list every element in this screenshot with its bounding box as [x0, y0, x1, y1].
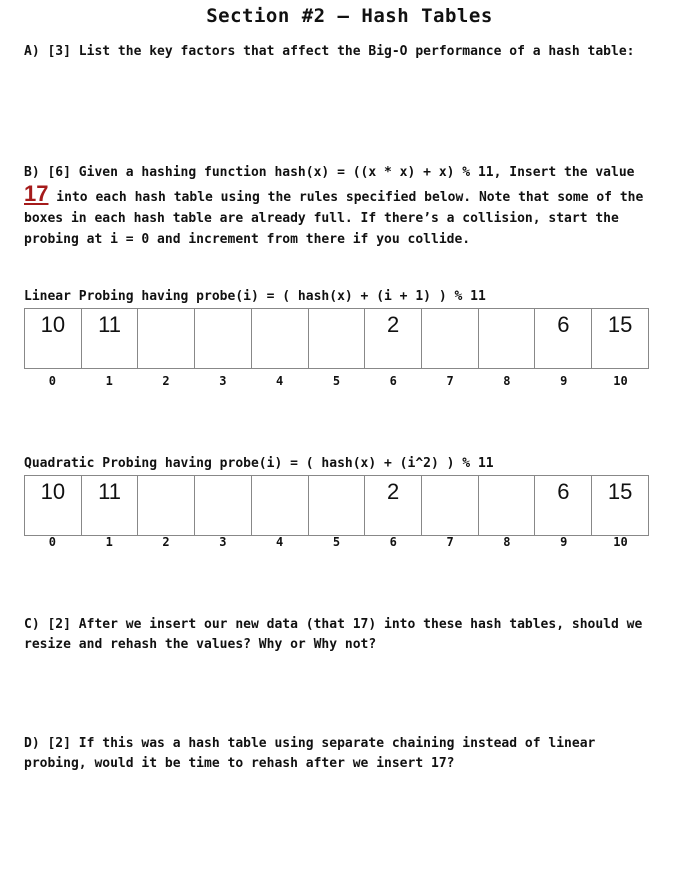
- quadratic-index: 5: [332, 535, 341, 549]
- question-b-suffix: into each hash table using the rules specified below. Note that some of the boxes in each hash table are already full. If there’s a collision, start the probing at i = 0 and increment from there if you collide.: [24, 190, 644, 247]
- linear-cell-7[interactable]: [422, 309, 479, 369]
- linear-index: 5: [332, 374, 341, 388]
- linear-cell-2[interactable]: [138, 309, 195, 369]
- linear-index-row: [24, 374, 649, 388]
- question-c: C) [2] After we insert our new data (that 17) into these hash tables, should we resize and rehash the values? Why or Why not?: [24, 617, 643, 652]
- quadratic-probing-label: Quadratic Probing having probe(i) = ( hash(x) + (i^2) ) % 11: [24, 456, 494, 471]
- linear-index: 1: [105, 374, 113, 388]
- question-b-prefix: B) [6] Given a hashing function hash(x) = ((x * x) + x) % 11, Insert the value: [24, 165, 635, 180]
- quadratic-cell-9[interactable]: 6: [535, 476, 592, 536]
- linear-index: 4: [276, 374, 284, 388]
- quadratic-index: 7: [446, 535, 454, 549]
- quadratic-index: 0: [48, 535, 57, 549]
- linear-cell-1[interactable]: 11: [81, 309, 138, 369]
- linear-cell-6[interactable]: 2: [365, 309, 422, 369]
- quadratic-cell-10[interactable]: 15: [592, 476, 649, 536]
- quadratic-index: 3: [219, 535, 227, 549]
- linear-cell-10[interactable]: 15: [592, 309, 649, 369]
- quadratic-cell-0[interactable]: 10: [25, 476, 82, 536]
- linear-cell-0[interactable]: 10: [25, 309, 82, 369]
- page-title: Section #2 – Hash Tables: [206, 5, 493, 27]
- linear-index: 7: [446, 374, 454, 388]
- quadratic-cell-6[interactable]: 2: [365, 476, 422, 536]
- quadratic-cell-5[interactable]: [308, 476, 365, 536]
- quadratic-index: 9: [560, 535, 568, 549]
- linear-cell-4[interactable]: [251, 309, 308, 369]
- quadratic-index: 8: [503, 535, 511, 549]
- insert-value: 17: [24, 181, 49, 206]
- quadratic-index: 10: [613, 535, 628, 549]
- linear-index: 0: [48, 374, 57, 388]
- linear-index: 6: [389, 374, 397, 388]
- linear-index: 3: [219, 374, 227, 388]
- linear-cell-8[interactable]: [478, 309, 535, 369]
- linear-index: 8: [503, 374, 511, 388]
- quadratic-index: 6: [389, 535, 397, 549]
- linear-hash-table: [24, 308, 649, 369]
- linear-index: 2: [162, 374, 170, 388]
- quadratic-cell-1[interactable]: 11: [81, 476, 138, 536]
- question-d: D) [2] If this was a hash table using separate chaining instead of linear probing, would it be time to rehash after we insert 17?: [24, 736, 596, 771]
- question-b: [24, 162, 664, 250]
- quadratic-index-row: [24, 535, 649, 549]
- quadratic-index: 1: [105, 535, 113, 549]
- linear-cell-5[interactable]: [308, 309, 365, 369]
- linear-cell-9[interactable]: 6: [535, 309, 592, 369]
- linear-probing-label: Linear Probing having probe(i) = ( hash(x) + (i + 1) ) % 11: [24, 289, 486, 304]
- question-a: A) [3] List the key factors that affect the Big-O performance of a hash table:: [24, 44, 635, 59]
- linear-index: 9: [560, 374, 568, 388]
- quadratic-cell-3[interactable]: [195, 476, 252, 536]
- linear-index: 10: [613, 374, 628, 388]
- quadratic-cell-7[interactable]: [422, 476, 479, 536]
- quadratic-cell-8[interactable]: [478, 476, 535, 536]
- quadratic-index: 2: [162, 535, 170, 549]
- quadratic-cell-2[interactable]: [138, 476, 195, 536]
- quadratic-index: 4: [276, 535, 284, 549]
- quadratic-cell-4[interactable]: [251, 476, 308, 536]
- linear-cell-3[interactable]: [195, 309, 252, 369]
- quadratic-hash-table: [24, 475, 649, 536]
